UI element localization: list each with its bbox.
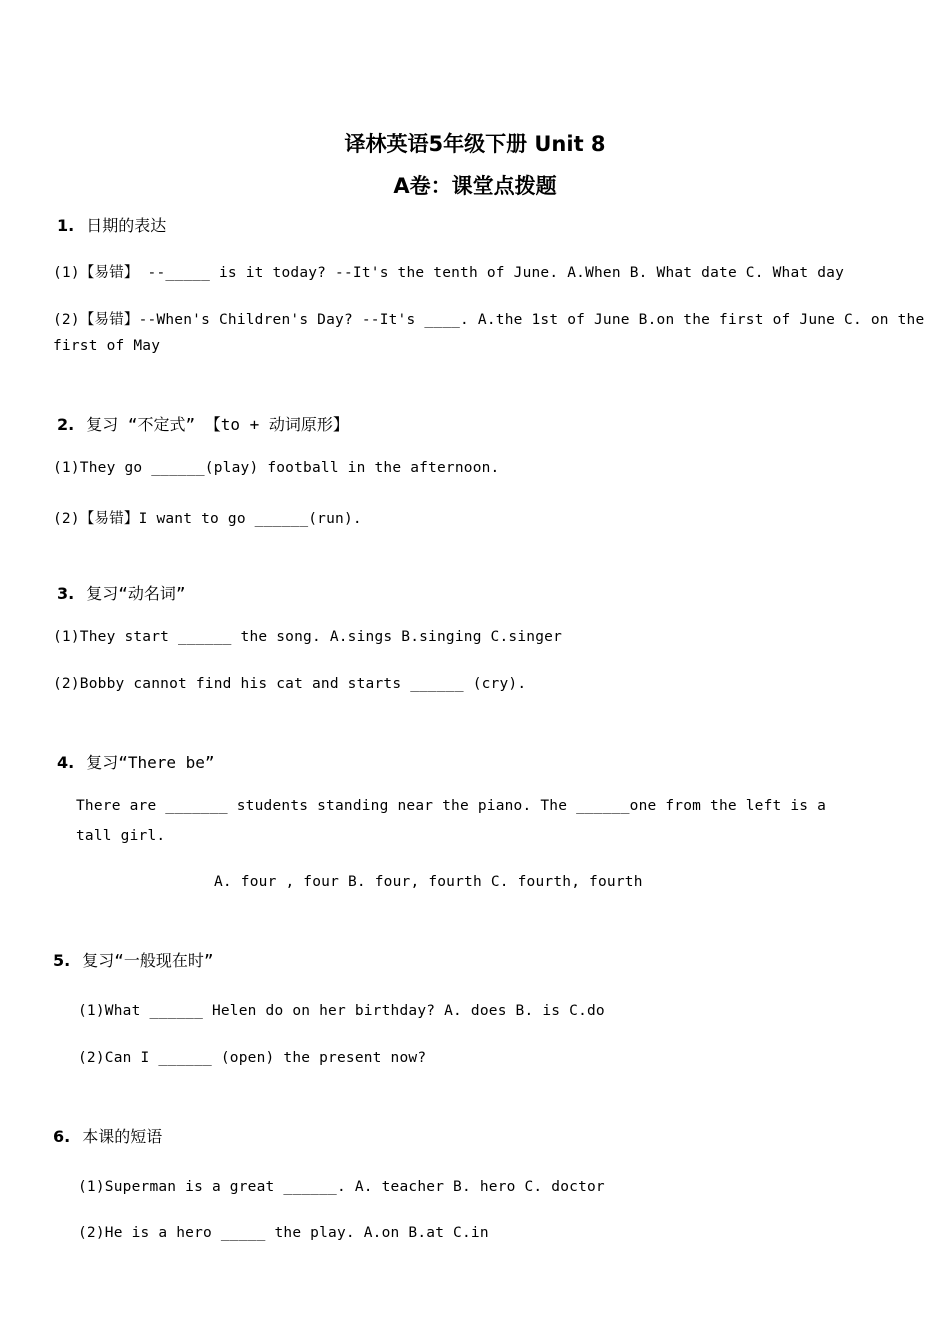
question-4-line1: There are _______ students standing near the piano. The ______one from the left is a [76,798,827,814]
section-4-number: 4. [57,753,75,772]
section-1-title: 日期的表达 [86,216,167,235]
section-2-title: 复习 “不定式” 【to + 动词原形】 [86,415,349,434]
question-1-1: (1)【易错】 --_____ is it today? --It's the tenth of June. A.When B. What date C. What day [53,265,845,281]
question-6-2: (2)He is a hero _____ the play. A.on B.at C.in [78,1225,489,1241]
question-5-2: (2)Can I ______ (open) the present now? [78,1050,427,1066]
section-6-title: 本课的短语 [82,1127,163,1146]
question-1-2-line1: (2)【易错】--When's Children's Day? --It's ____. A.the 1st of June B.on the first of June C. on the [53,312,925,328]
question-4-options: A. four , four B. four, fourth C. fourth, fourth [214,874,643,890]
section-5-heading [53,948,214,971]
section-2-heading [57,412,349,435]
question-4-line2: tall girl. [76,828,166,844]
section-1-number: 1. [57,216,75,235]
section-5-title: 复习“一般现在时” [82,951,214,970]
question-3-2: (2)Bobby cannot find his cat and starts ______ (cry). [53,676,527,692]
question-2-1: (1)They go ______(play) football in the afternoon. [53,460,500,476]
section-1-heading [57,213,166,236]
question-2-2: (2)【易错】I want to go ______(run). [53,511,362,527]
section-4-title: 复习“There be” [86,753,215,772]
section-2-number: 2. [57,415,75,434]
section-6-heading [53,1124,162,1147]
document-title: 译林英语5年级下册 Unit 8 [344,132,606,156]
document-subtitle: A卷：课堂点拨题 [393,174,557,198]
section-4-heading [57,750,215,773]
question-3-1: (1)They start ______ the song. A.sings B.singing C.singer [53,629,562,645]
section-3-title: 复习“动名词” [86,584,186,603]
section-5-number: 5. [53,951,71,970]
question-1-2-line2: first of May [53,338,161,354]
section-3-number: 3. [57,584,75,603]
section-3-heading [57,581,186,604]
section-6-number: 6. [53,1127,71,1146]
question-5-1: (1)What ______ Helen do on her birthday? A. does B. is C.do [78,1003,605,1019]
question-6-1: (1)Superman is a great ______. A. teacher B. hero C. doctor [78,1179,605,1195]
